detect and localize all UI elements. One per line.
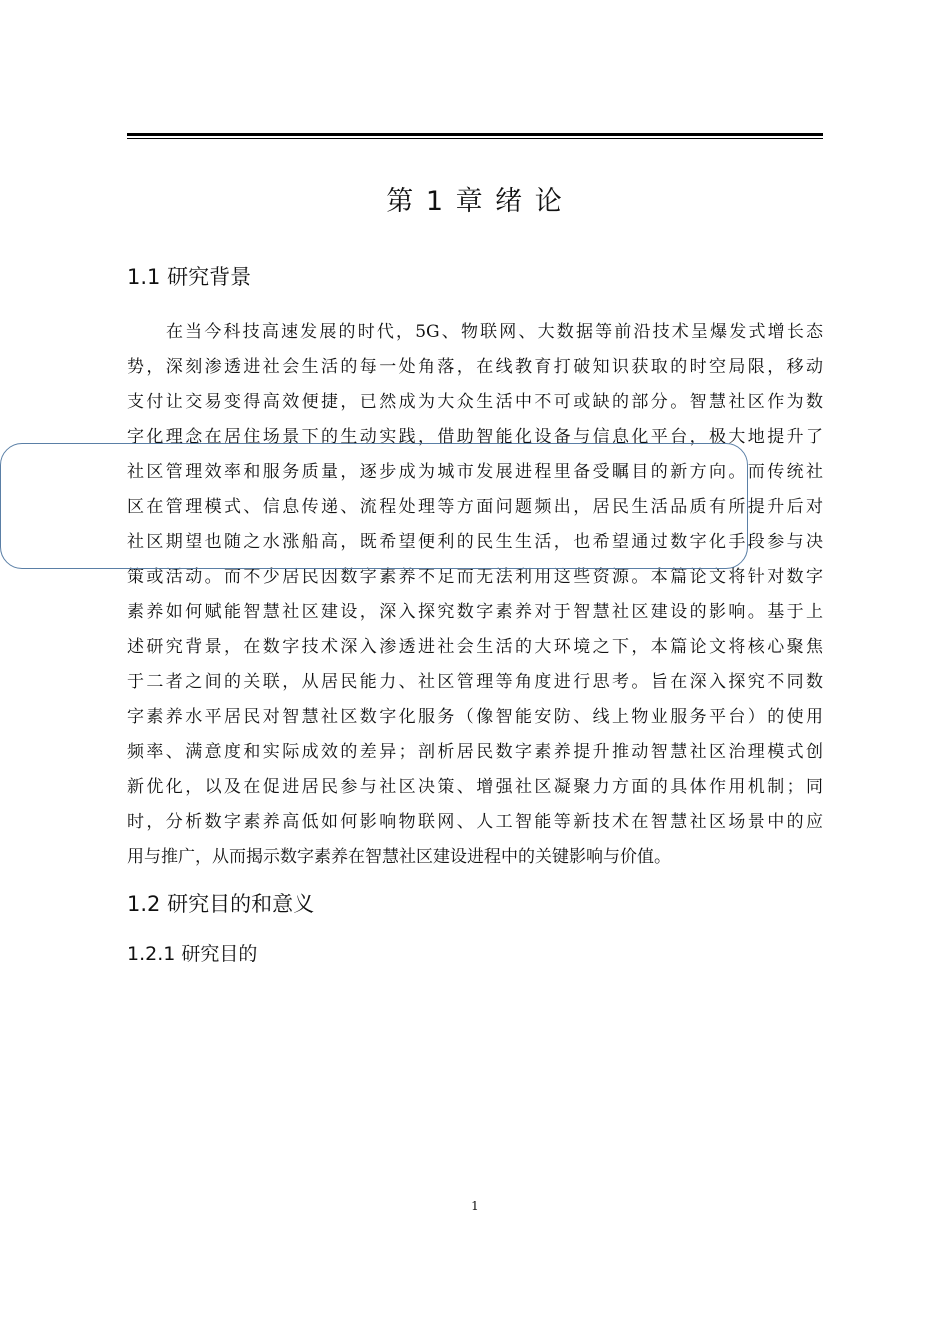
paragraph-line: 于二者之间的关联，从居民能力、社区管理等角度进行思考。旨在深入探究不同数 [127,672,823,692]
paragraph-line: 字素养水平居民对智慧社区数字化服务（像智能安防、线上物业服务平台）的使用 [127,707,823,727]
subsection-heading-1-2-1: 1.2.1 研究目的 [127,943,258,965]
paragraph-line: 社区期望也随之水涨船高，既希望便利的民生生活，也希望通过数字化手段参与决 [127,532,823,552]
paragraph-line: 频率、满意度和实际成效的差异；剖析居民数字素养提升推动智慧社区治理模式创 [127,742,823,762]
page-number: 1 [471,1199,479,1213]
paragraph-line: 字化理念在居住场景下的生动实践，借助智能化设备与信息化平台，极大地提升了 [127,427,823,447]
paragraph-line: 述研究背景，在数字技术深入渗透进社会生活的大环境之下，本篇论文将核心聚焦 [127,637,823,657]
paragraph-line: 势，深刻渗透进社会生活的每一处角落，在线教育打破知识获取的时空局限，移动 [127,357,823,377]
section-heading-1-1: 1.1 研究背景 [127,265,252,289]
paragraph-line: 新优化，以及在促进居民参与社区决策、增强社区凝聚力方面的具体作用机制；同 [127,777,823,797]
top-rule-thick [127,133,823,136]
top-rule-thin [127,138,823,139]
paragraph-line: 社区管理效率和服务质量，逐步成为城市发展进程里备受瞩目的新方向。而传统社 [127,462,823,482]
paragraph-line: 在当今科技高速发展的时代，5G、物联网、大数据等前沿技术呈爆发式增长态 [166,322,823,342]
paragraph-line: 策或活动。而不少居民因数字素养不足而无法利用这些资源。本篇论文将针对数字 [127,567,823,587]
paragraph-line: 素养如何赋能智慧社区建设，深入探究数字素养对于智慧社区建设的影响。基于上 [127,602,823,622]
section-heading-1-2: 1.2 研究目的和意义 [127,892,315,916]
paragraph-line: 区在管理模式、信息传递、流程处理等方面问题频出，居民生活品质有所提升后对 [127,497,823,517]
chapter-title: 第 1 章 绪 论 [386,186,564,217]
paragraph-line: 支付让交易变得高效便捷，已然成为大众生活中不可或缺的部分。智慧社区作为数 [127,392,823,412]
paragraph-line: 时，分析数字素养高低如何影响物联网、人工智能等新技术在智慧社区场景中的应 [127,812,823,832]
paragraph-line: 用与推广，从而揭示数字素养在智慧社区建设进程中的关键影响与价值。 [127,847,671,867]
